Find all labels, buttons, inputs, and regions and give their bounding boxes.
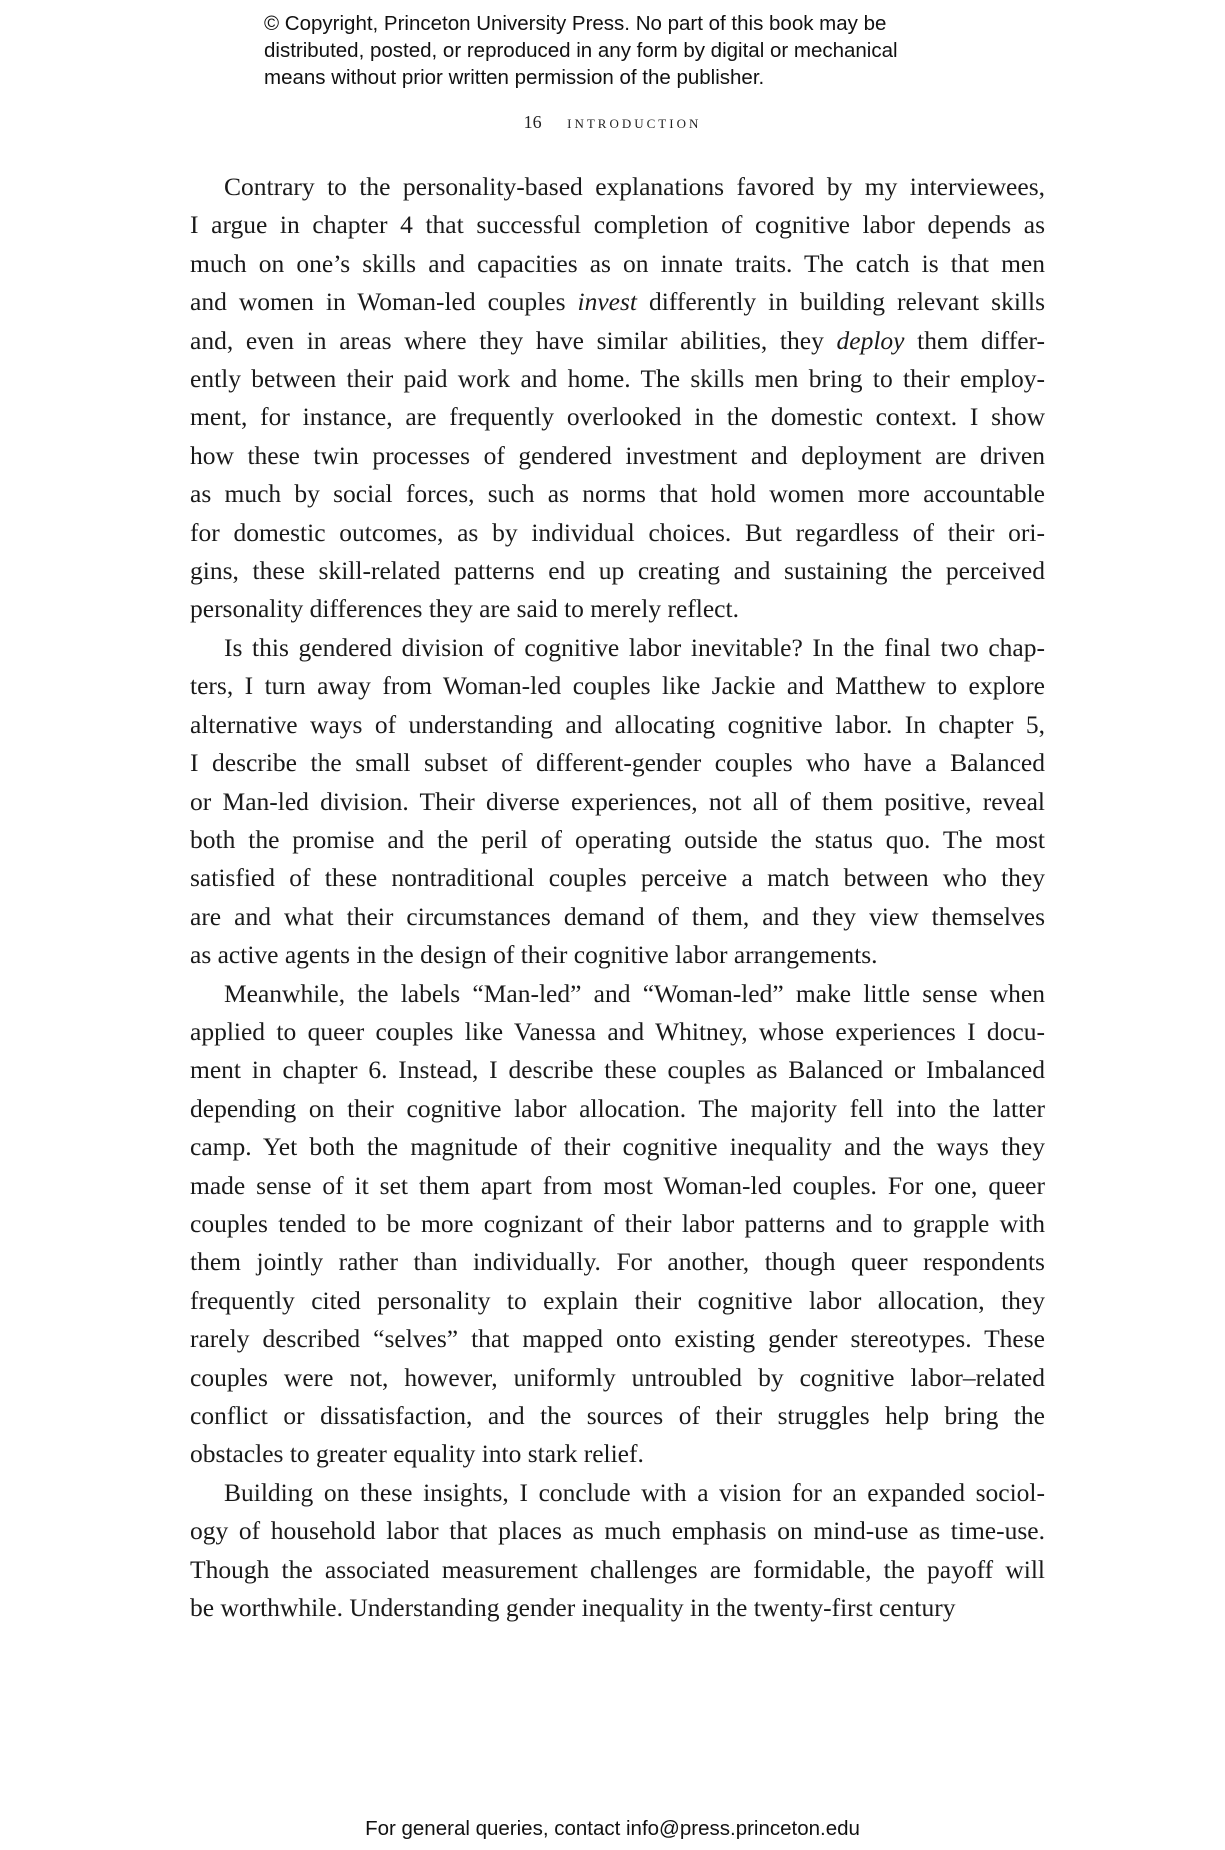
text-line: obstacles to greater equality into stark relief. xyxy=(190,1439,644,1469)
text-line: frequently cited personality to explain their cognitive labor allocation, they xyxy=(190,1285,1045,1315)
text-line: Meanwhile, the labels “Man-led” and “Woman-led” make little sense when xyxy=(224,978,1045,1008)
text-line: made sense of it set them apart from most Woman-led couples. For one, queer xyxy=(190,1170,1045,1200)
copyright-line: distributed, posted, or reproduced in any form by digital or mechanical xyxy=(264,39,898,62)
text-line: couples were not, however, uniformly untroubled by cognitive labor–related xyxy=(190,1362,1045,1392)
text-line: ters, I turn away from Woman-led couples like Jackie and Matthew to explore xyxy=(190,671,1045,701)
copyright-line: © Copyright, Princeton University Press. No part of this book may be xyxy=(264,12,887,35)
text-line: ently between their paid work and home. The skills men bring to their employ- xyxy=(190,364,1045,394)
text-line: them jointly rather than individually. For another, though queer respondents xyxy=(190,1247,1045,1277)
text-line: Contrary to the personality-based explanations favored by my interviewees, xyxy=(224,172,1045,201)
text-line: I argue in chapter 4 that successful completion of cognitive labor depends as xyxy=(190,210,1045,240)
chapter-title: introduction xyxy=(567,112,702,132)
page-number: 16 xyxy=(523,112,542,132)
text-line: and, even in areas where they have similar abilities, they deploy them differ- xyxy=(190,325,1045,355)
text-line: personality differences they are said to merely reflect. xyxy=(190,594,739,624)
text-line: rarely described “selves” that mapped onto existing gender stereotypes. These xyxy=(190,1324,1045,1354)
footer-contact: For general queries, contact info@press.princeton.edu xyxy=(365,1817,860,1840)
text-line: for domestic outcomes, as by individual choices. But regardless of their ori- xyxy=(190,517,1045,547)
text-line: camp. Yet both the magnitude of their cognitive inequality and the ways they xyxy=(190,1132,1045,1162)
text-line: ment, for instance, are frequently overlooked in the domestic context. I show xyxy=(190,402,1045,432)
paragraph xyxy=(190,975,1045,1474)
text-line: ogy of household labor that places as much emphasis on mind-use as time-use. xyxy=(190,1516,1045,1546)
body-text xyxy=(190,168,1045,1627)
text-line: as active agents in the design of their cognitive labor arrangements. xyxy=(190,940,878,970)
text-line: gins, these skill-related patterns end up creating and sustaining the perceived xyxy=(190,556,1045,586)
text-line: conflict or dissatisfaction, and the sources of their struggles help bring the xyxy=(190,1401,1045,1430)
text-line: and women in Woman-led couples invest differently in building relevant skills xyxy=(190,287,1045,317)
emphasis: invest xyxy=(577,287,637,317)
text-line: Is this gendered division of cognitive labor inevitable? In the final two chap- xyxy=(224,632,1045,662)
text-line: couples tended to be more cognizant of their labor patterns and to grapple with xyxy=(190,1208,1045,1238)
text-line: how these twin processes of gendered investment and deployment are driven xyxy=(190,440,1045,470)
text-line: ment in chapter 6. Instead, I describe these couples as Balanced or Imbalanced xyxy=(190,1055,1045,1085)
text-line: depending on their cognitive labor allocation. The majority fell into the latter xyxy=(190,1093,1045,1123)
paragraph xyxy=(190,168,1045,629)
paragraph xyxy=(190,629,1045,975)
text-line: Building on these insights, I conclude with a vision for an expanded sociol- xyxy=(224,1477,1045,1507)
text-line: Though the associated measurement challenges are formidable, the payoff will xyxy=(190,1554,1045,1584)
text-line: satisfied of these nontraditional couples perceive a match between who they xyxy=(190,863,1045,893)
text-line: I describe the small subset of different-gender couples who have a Balanced xyxy=(190,748,1045,778)
paragraph xyxy=(190,1474,1045,1628)
copyright-notice xyxy=(264,10,984,91)
copyright-line: means without prior written permission of the publisher. xyxy=(264,66,765,89)
text-line: or Man-led division. Their diverse experiences, not all of them positive, reveal xyxy=(190,786,1045,816)
text-line: applied to queer couples like Vanessa and Whitney, whose experiences I docu- xyxy=(190,1016,1045,1046)
text-line: alternative ways of understanding and allocating cognitive labor. In chapter 5, xyxy=(190,709,1045,739)
text-line: much on one’s skills and capacities as on innate traits. The catch is that men xyxy=(190,248,1045,278)
text-line: are and what their circumstances demand of them, and they view themselves xyxy=(190,901,1045,931)
emphasis: deploy xyxy=(836,325,905,355)
text-line: be worthwhile. Understanding gender inequality in the twenty-first century xyxy=(190,1593,956,1623)
text-line: both the promise and the peril of operating outside the status quo. The most xyxy=(190,824,1045,854)
running-head xyxy=(0,112,1225,133)
text-line: as much by social forces, such as norms that hold women more accountable xyxy=(190,479,1045,509)
